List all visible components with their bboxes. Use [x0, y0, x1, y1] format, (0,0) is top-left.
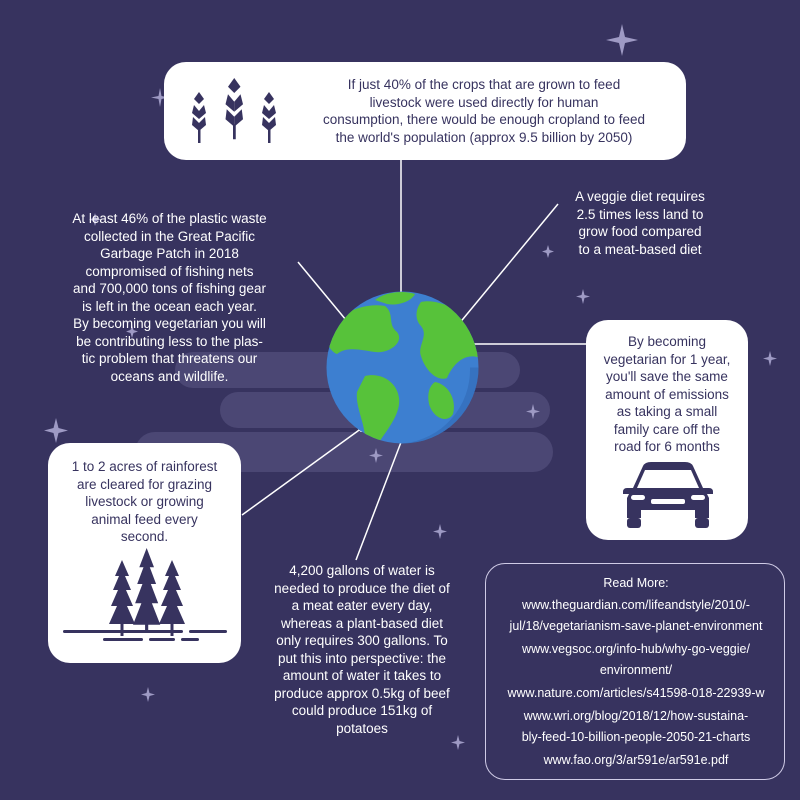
text-line: could produce 151kg of	[291, 703, 433, 718]
text-line: to a meat-based diet	[578, 241, 702, 257]
text-line: If just 40% of the crops that are grown to feed	[347, 77, 621, 92]
text-line: be contributing less to the plas-	[76, 333, 263, 349]
read-more-link[interactable]: www.vegsoc.org/info-hub/why-go-veggie/	[522, 642, 750, 656]
text-line: and 700,000 tons of fishing gear	[73, 281, 266, 296]
pine-trees-icon	[63, 548, 229, 643]
read-more-link[interactable]: environment/	[599, 663, 673, 677]
text-line: produce approx 0.5kg of beef	[274, 685, 450, 701]
crops-fact-card	[164, 62, 686, 160]
rainforest-fact-text	[48, 458, 241, 546]
text-line: as taking a small	[616, 404, 718, 419]
text-line: needed to produce the diet of	[274, 580, 450, 596]
text-line: are cleared for grazing	[76, 476, 213, 492]
text-line: By becoming vegetarian you will	[73, 316, 266, 331]
text-line: potatoes	[336, 720, 388, 736]
text-line: you'll save the same	[606, 369, 728, 384]
text-line: tic problem that threatens our	[81, 351, 258, 366]
text-line: road for 6 months	[614, 439, 720, 454]
text-line: is left in the ocean each year.	[82, 298, 257, 314]
text-line: family care off the	[613, 421, 721, 437]
crops-fact-text	[294, 76, 674, 146]
emissions-fact-card	[586, 320, 748, 540]
land-fact-text	[555, 188, 725, 258]
text-line: oceans and wildlife.	[110, 368, 229, 384]
text-line: only requires 300 gallons. To	[276, 633, 448, 648]
text-line: put this into perspective: the	[277, 650, 447, 666]
text-line: livestock were used directly for human	[369, 94, 599, 110]
emissions-fact-text	[586, 333, 748, 456]
text-line: livestock or growing	[85, 494, 204, 509]
read-more-title: Read More:	[603, 576, 669, 590]
text-line: consumption, there would be enough cropland to feed	[323, 112, 645, 127]
text-line: A veggie diet requires	[575, 189, 705, 204]
car-icon	[621, 460, 715, 530]
text-line: Garbage Patch in 2018	[100, 246, 239, 261]
read-more-link[interactable]: jul/18/vegetarianism-save-planet-environment	[509, 619, 763, 633]
wheat-icon	[178, 74, 288, 144]
text-line: compromised of fishing nets	[85, 263, 254, 279]
text-line: 2.5 times less land to	[576, 206, 704, 222]
read-more-link[interactable]: www.fao.org/3/ar591e/ar591e.pdf	[543, 753, 729, 767]
water-fact-text	[248, 562, 476, 737]
text-line: At least 46% of the plastic waste	[72, 211, 267, 226]
plastic-fact-text	[32, 210, 307, 385]
read-more-link[interactable]: www.wri.org/blog/2018/12/how-sustaina-	[523, 709, 749, 723]
text-line: By becoming	[627, 334, 707, 349]
text-line: 4,200 gallons of water is	[289, 563, 435, 578]
read-more-link[interactable]: www.nature.com/articles/s41598-018-22939-w	[507, 686, 765, 700]
rainforest-fact-card	[48, 443, 241, 663]
text-line: whereas a plant-based diet	[280, 615, 444, 631]
text-line: collected in the Great Pacific	[83, 228, 256, 244]
text-line: vegetarian for 1 year,	[603, 351, 731, 367]
text-line: second.	[120, 529, 169, 544]
read-more-box	[485, 563, 785, 780]
read-more-link[interactable]: bly-feed-10-billion-people-2050-21-charts	[521, 730, 751, 744]
text-line: grow food compared	[578, 224, 702, 239]
text-line: the world's population (approx 9.5 billion by 2050)	[335, 129, 633, 145]
text-line: 1 to 2 acres of rainforest	[71, 459, 218, 474]
read-more-link[interactable]: www.theguardian.com/lifeandstyle/2010/-	[522, 598, 750, 612]
globe-icon	[325, 290, 480, 445]
text-line: amount of emissions	[605, 386, 729, 402]
text-line: a meat eater every day,	[291, 598, 433, 613]
text-line: amount of water it takes to	[282, 668, 442, 683]
text-line: animal feed every	[91, 511, 198, 527]
